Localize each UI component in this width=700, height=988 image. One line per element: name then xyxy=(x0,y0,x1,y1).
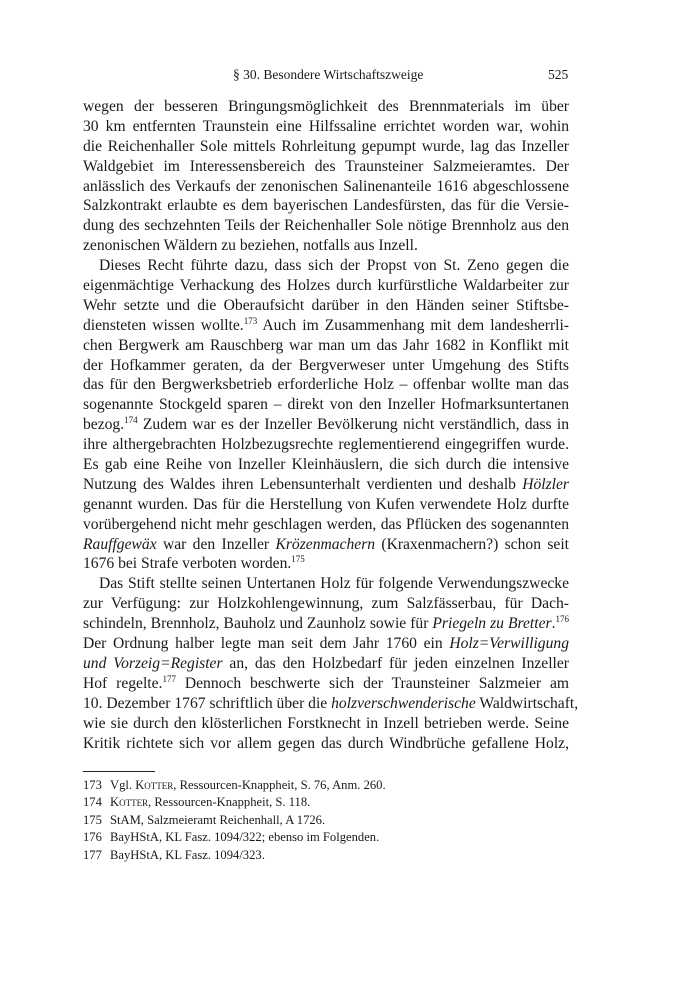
page-number: 525 xyxy=(548,67,569,82)
footnote-ref-176[interactable]: 176 xyxy=(555,614,569,625)
text-line: Hof regelte.$^{177}$ Dennoch beschwerte sich der Traunsteiner Salzmeier am xyxy=(83,673,570,692)
text-line: Dieses Recht führte dazu, dass sich der Propst von St. Zeno gegen die xyxy=(99,257,569,275)
footnote-174: 174 Kotter, Ressourcen-Knappheit, S. 118. xyxy=(83,794,569,811)
text-line: vorübergehend nicht mehr geschlagen werden, das Pflücken des sogenannten xyxy=(83,515,569,533)
footnote-number: 174 xyxy=(83,795,102,810)
footnote-177: 177 BayHStA, KL Fasz. 1094/323. xyxy=(83,847,569,864)
footnote-173: 173 Vgl. Kotter, Ressourcen-Knappheit, S. 76, Anm. 260. xyxy=(83,777,569,794)
footnote-175: 175 StAM, Salzmeieramt Reichenhall, A 1726. xyxy=(83,812,569,829)
text-line: eigenmächtige Verhackung des Holzes durch kurfürstliche Waldarbeiter zur xyxy=(83,277,569,295)
footnotes xyxy=(83,777,569,864)
footnote-separator xyxy=(83,771,155,772)
text-line: anlässlich des Verkaufs der zenonischen Salinenanteile 1616 abgeschlossene xyxy=(83,177,569,195)
text-line: Der Ordnung halber legte man seit dem Jahr 1760 ein Holz=Verwilligung xyxy=(83,635,569,653)
text-line: 10. Dezember 1767 schriftlich über die holzverschwenderische Waldwirtschaft, xyxy=(83,694,579,712)
text-line: genannt wurden. Das für die Herstellung von Kufen verwendete Holz durfte xyxy=(83,495,569,513)
footnote-ref-173[interactable]: 173 xyxy=(243,315,258,326)
text-line: zenonischen Wäldern zu beziehen, notfalls aus Inzell. xyxy=(83,237,418,255)
text-line: die Reichenhaller Sole mittels Rohrleitung gepumpt wurde, lag das Inzeller xyxy=(83,137,569,155)
footnote-number: 177 xyxy=(83,847,102,862)
text-line: Wehr setzte und die Oberaufsicht darüber in den Händen seiner Stiftsbe- xyxy=(83,296,569,314)
text-line: 1676 bei Strafe verboten worden.$^{175}$ xyxy=(83,554,305,573)
text-line: wegen der besseren Bringungsmöglichkeit des Brennmaterials im über xyxy=(83,98,569,115)
text-line: Rauffgewäx war den Inzeller Krözenmachern (Kraxenmachern?) schon seit xyxy=(83,535,569,553)
author-name: Kotter xyxy=(110,795,149,810)
text-line: und Vorzeig=Register an, das den Holzbedarf für jeden einzelnen Inzeller xyxy=(83,654,569,672)
footnote-ref-174[interactable]: 174 xyxy=(124,415,138,426)
footnote-ref-175[interactable]: 175 xyxy=(291,554,305,565)
text-line: Das Stift stellte seinen Untertanen Holz für folgende Verwendungszwecke xyxy=(99,575,569,593)
text-line: das für den Bergwerksbetrieb erforderliche Holz – offenbar wollte man das xyxy=(83,376,569,394)
text-line: ihre althergebrachten Holzbezugsrechte reglementierend eingegriffen wurde. xyxy=(83,436,569,454)
text-line: Nutzung des Waldes ihren Lebensunterhalt verdienten und deshalb Hölzler xyxy=(83,475,569,493)
author-name: Kotter xyxy=(135,778,174,792)
text-line: diensteten wissen wollte.$^{173}$ Auch im Zusammenhang mit dem landesherrli- xyxy=(83,315,570,334)
footnote-number: 176 xyxy=(83,830,102,845)
text-line: 30 km entfernten Traunstein eine Hilfssaline errichtet worden war, wohin xyxy=(83,117,569,135)
text-line: chen Bergwerk am Rauschberg war man um das Jahr 1682 in Konflikt mit xyxy=(83,336,569,354)
text-line: Kritik richtete sich vor allem gegen das durch Windbrüche gefallene Holz, xyxy=(83,734,569,752)
text-line: Es gab eine Reihe von Inzeller Kleinhäuslern, die sich durch die intensive xyxy=(83,456,569,474)
text-line: wie sie durch den klösterlichen Forstknecht in Inzell betrieben werde. Seine xyxy=(83,714,569,732)
running-header xyxy=(0,67,700,87)
main-text xyxy=(83,97,579,753)
text-line: dung des sechzehnten Teils der Reichenhaller Sole nötige Brennholz aus den xyxy=(83,217,569,235)
text-line: Waldgebiet im Interessensbereich des Traunsteiner Salzmeieramtes. Der xyxy=(83,157,569,175)
running-title: § 30. Besondere Wirtschaftszweige xyxy=(233,67,424,82)
text-line: schindeln, Brennholz, Bauholz und Zaunholz sowie für Priegeln zu Bretter.$^{176}$ xyxy=(83,614,569,633)
footnote-ref-177[interactable]: 177 xyxy=(162,673,176,684)
footnote-number: 173 xyxy=(83,778,102,792)
text-line: sogenannte Stockgeld sparen – direkt von den Inzeller Hofmarksuntertanen xyxy=(83,396,569,414)
footnote-176: 176 BayHStA, KL Fasz. 1094/322; ebenso im Folgenden. xyxy=(83,829,569,846)
text-line: zur Verfügung: zur Holzkohlengewinnung, zum Salzfässerbau, für Dach- xyxy=(83,595,569,613)
footnote-number: 175 xyxy=(83,812,102,827)
text-line: Salzkontrakt erlaubte es dem bayerischen Landesfürsten, das für die Versie- xyxy=(83,197,569,215)
text-line: bezog.$^{174}$ Zudem war es der Inzeller Bevölkerung nicht verständlich, dass in xyxy=(83,415,569,434)
text-line: der Hofkammer geraten, da der Bergverweser unter Umgehung des Stifts xyxy=(83,356,569,374)
